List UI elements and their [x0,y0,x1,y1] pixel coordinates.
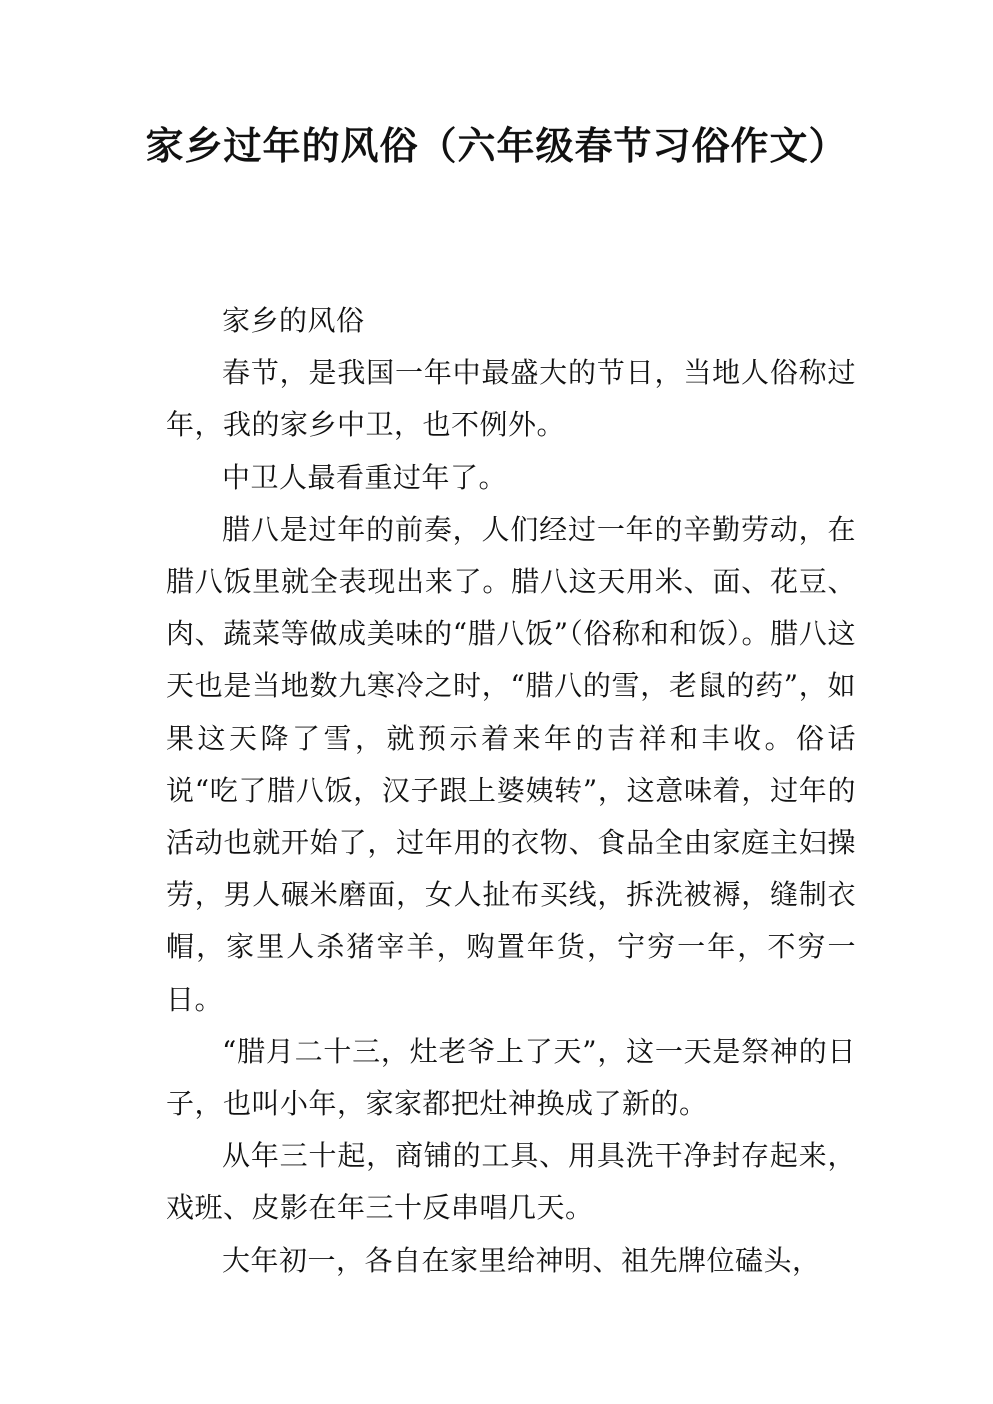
paragraph: 从年三十起，商铺的工具、用具洗干净封存起来，戏班、皮影在年三十反串唱几天。 [166,1139,856,1225]
paragraph: “腊月二十三，灶老爷上了天”，这一天是祭神的日子，也叫小年，家家都把灶神换成了新的。 [166,1034,856,1121]
paragraph: 腊八是过年的前奏，人们经过一年的辛勤劳动，在腊八饭里就全表现出来了。腊八这天用米、面、花豆、肉、蔬菜等做成美味的“腊八饭”（俗称和和饭）。腊八这天也是当地数九寒冷之时，“腊八的雪，老鼠的药”，如果这天降了雪，就预示着来年的吉祥和丰收。俗话说“吃了腊八饭，汉子跟上婆姨转”，这意味着，过年的活动也就开始了，过年用的衣物、食品全由家庭主妇操劳，男人碾米磨面，女人扯布买线，拆洗被褥，缝制衣帽，家里人杀猪宰羊，购置年货，宁穷一年，不穷一日。 [166,512,856,1016]
paragraph: 中卫人最看重过年了。 [222,460,508,494]
paragraph-heading: 家乡的风俗 [222,304,365,337]
document-body [166,295,856,1287]
paragraph: 大年初一，各自在家里给神明、祖先牌位磕头， [222,1243,821,1277]
document-title: 家乡过年的风俗（六年级春节习俗作文） [145,124,848,168]
paragraph: 春节，是我国一年中最盛大的节日，当地人俗称过年，我的家乡中卫，也不例外。 [166,356,856,442]
